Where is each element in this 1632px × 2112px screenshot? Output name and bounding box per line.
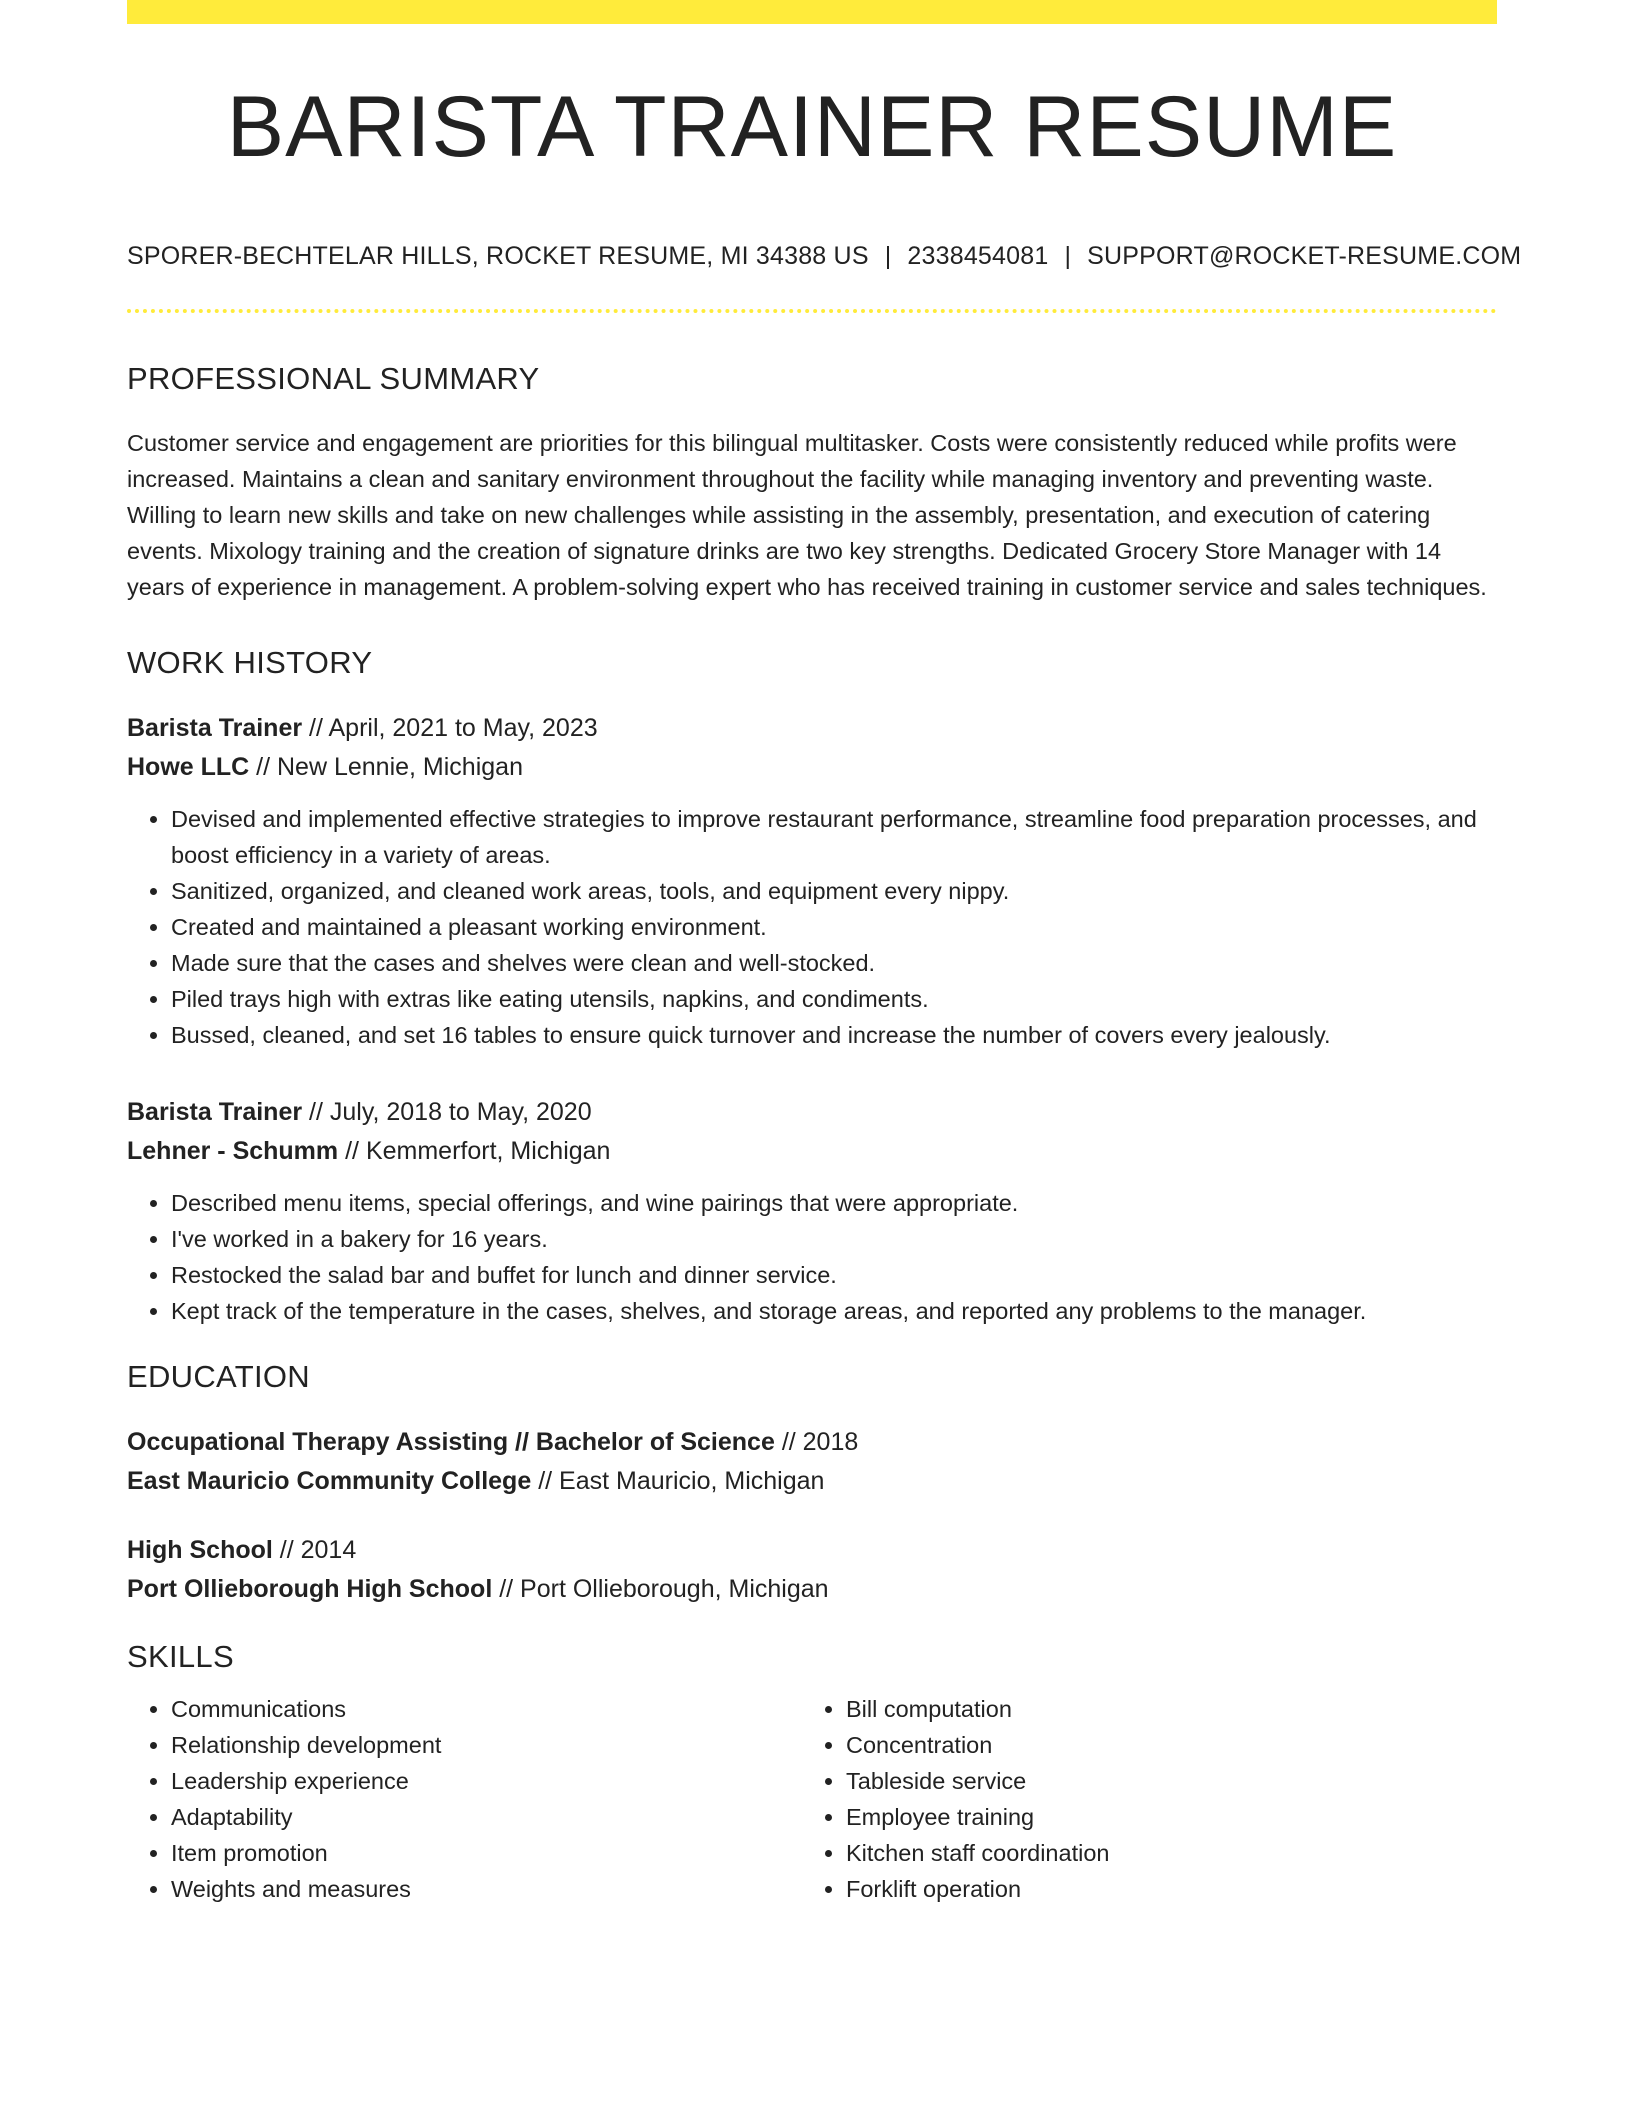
job-bullet: • Kept track of the temperature in the cases, shelves, and storage areas, and reported any problems to the manager. <box>171 1293 1497 1329</box>
skill-item: • Employee training <box>846 1799 1477 1835</box>
education-degree: Occupational Therapy Assisting // Bachelor of Science <box>127 1428 775 1456</box>
job-bullet: • I've worked in a bakery for 16 years. <box>171 1221 1497 1257</box>
skill-item: • Weights and measures <box>171 1871 802 1907</box>
contact-email: SUPPORT@ROCKET-RESUME.COM <box>1087 242 1522 270</box>
job-bullets <box>127 801 1497 1053</box>
education-entry <box>127 1531 1497 1609</box>
job-title-line <box>127 709 1497 748</box>
skills-grid <box>127 1691 1497 1907</box>
job-bullet: • Described menu items, special offerings, and wine pairings that were appropriate. <box>171 1185 1497 1221</box>
education-year: // 2014 <box>272 1536 357 1564</box>
skill-item: • Tableside service <box>846 1763 1477 1799</box>
job-entry <box>127 709 1497 1053</box>
contact-phone: 2338454081 <box>907 242 1049 270</box>
skill-item: • Kitchen staff coordination <box>846 1835 1477 1871</box>
job-entry <box>127 1093 1497 1329</box>
education-entry <box>127 1423 1497 1501</box>
skill-item: • Bill computation <box>846 1691 1477 1727</box>
education-degree: High School <box>127 1536 273 1564</box>
skills-column-left <box>127 1691 802 1907</box>
skill-item: • Adaptability <box>171 1799 802 1835</box>
work-history-heading: WORK HISTORY <box>127 645 373 680</box>
education-degree-line <box>127 1531 1497 1570</box>
skill-item: • Leadership experience <box>171 1763 802 1799</box>
education-school-line <box>127 1570 1497 1609</box>
education-heading: EDUCATION <box>127 1359 310 1394</box>
accent-top-bar <box>127 0 1497 24</box>
summary-heading: PROFESSIONAL SUMMARY <box>127 361 540 396</box>
job-dates: // July, 2018 to May, 2020 <box>302 1098 592 1126</box>
job-bullet: • Sanitized, organized, and cleaned work areas, tools, and equipment every nippy. <box>171 873 1497 909</box>
job-title: Barista Trainer <box>127 714 303 742</box>
skill-item: • Communications <box>171 1691 802 1727</box>
job-bullet: • Made sure that the cases and shelves were clean and well-stocked. <box>171 945 1497 981</box>
summary-text: Customer service and engagement are priorities for this bilingual multitasker. Costs were consistently reduced while profits were increased. Maintains a clean and sanitary environment throughout the facility while managing inventory and preventing waste. Willing to learn new skills and take on new challenges while assisting in the assembly, presentation, and execution of catering events. Mixology training and the creation of signature drinks are two key strengths. Dedicated Grocery Store Manager with 14 years of experience in management. A problem-solving expert who has received training in customer service and sales techniques. <box>127 430 1487 600</box>
education-school: Port Ollieborough High School <box>127 1575 493 1603</box>
job-bullet: • Bussed, cleaned, and set 16 tables to ensure quick turnover and increase the number of covers every jealously. <box>171 1017 1497 1053</box>
skills-heading: SKILLS <box>127 1639 234 1674</box>
contact-separator: | <box>1064 242 1072 270</box>
job-location: // New Lennie, Michigan <box>249 753 523 781</box>
job-bullet: • Devised and implemented effective strategies to improve restaurant performance, streamline food preparation processes, and boost efficiency in a variety of areas. <box>171 801 1497 873</box>
job-bullet: • Piled trays high with extras like eating utensils, napkins, and condiments. <box>171 981 1497 1017</box>
education-school-line <box>127 1462 1497 1501</box>
job-company-line <box>127 1132 1497 1171</box>
job-bullets <box>127 1185 1497 1329</box>
contact-separator: | <box>884 242 892 270</box>
dotted-divider <box>127 309 1497 313</box>
job-company-line <box>127 748 1497 787</box>
job-title-line <box>127 1093 1497 1132</box>
contact-address: SPORER-BECHTELAR HILLS, ROCKET RESUME, MI 34388 US <box>127 242 869 270</box>
education-year: // 2018 <box>774 1428 859 1456</box>
education-location: // East Mauricio, Michigan <box>531 1467 825 1495</box>
skill-item: • Relationship development <box>171 1727 802 1763</box>
skills-column-right <box>802 1691 1477 1907</box>
education-location: // Port Ollieborough, Michigan <box>492 1575 829 1603</box>
job-company: Lehner - Schumm <box>127 1137 339 1165</box>
job-title: Barista Trainer <box>127 1098 303 1126</box>
job-dates: // April, 2021 to May, 2023 <box>302 714 598 742</box>
job-bullet: • Created and maintained a pleasant working environment. <box>171 909 1497 945</box>
resume-title: BARISTA TRAINER RESUME <box>226 79 1398 175</box>
job-bullet: • Restocked the salad bar and buffet for lunch and dinner service. <box>171 1257 1497 1293</box>
skill-item: • Concentration <box>846 1727 1477 1763</box>
resume-page <box>127 0 1522 1907</box>
job-location: // Kemmerfort, Michigan <box>338 1137 611 1165</box>
job-company: Howe LLC <box>127 753 250 781</box>
education-school: East Mauricio Community College <box>127 1467 532 1495</box>
education-degree-line <box>127 1423 1497 1462</box>
contact-line <box>127 242 1522 271</box>
skill-item: • Forklift operation <box>846 1871 1477 1907</box>
skill-item: • Item promotion <box>171 1835 802 1871</box>
